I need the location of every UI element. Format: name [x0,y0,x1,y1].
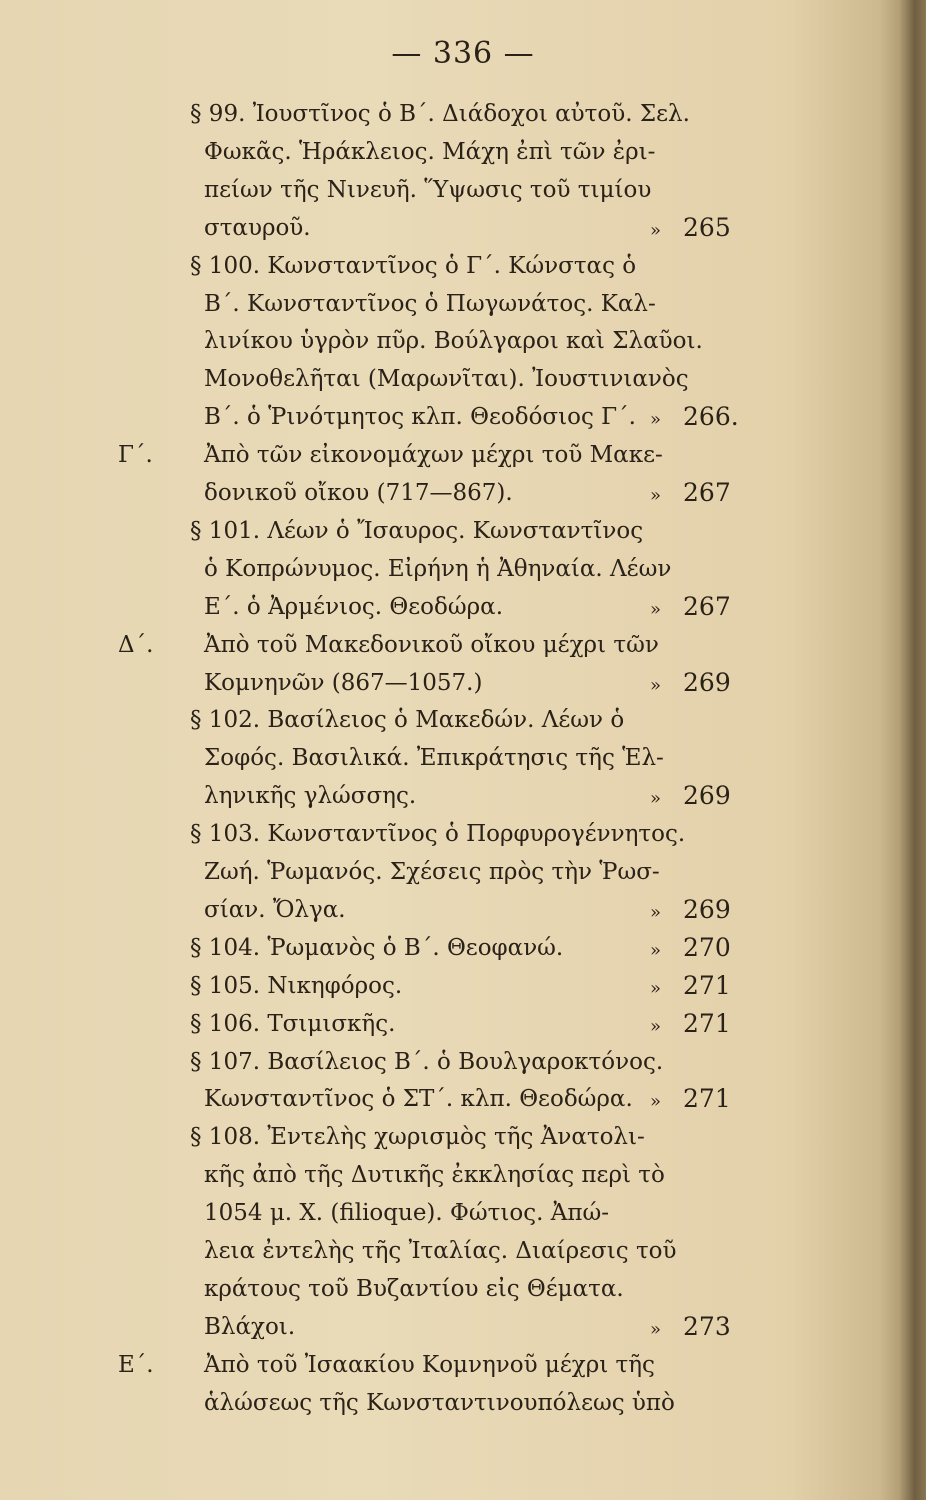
toc-line: Ἀπὸ τοῦ Μακεδονικοῦ οἴκου μέχρι τῶν [204,631,659,658]
page-reference [650,473,760,516]
page-reference [650,208,760,251]
page-ref-number: 269 [683,894,731,924]
page-reference [650,966,760,1009]
toc-line: § 103. Κωνσταντῖνος ὁ Πορφυρογέννητος. [190,821,686,848]
page-ref-number: 271 [683,1084,731,1114]
ditto-mark: » [650,901,662,923]
ditto-mark: » [650,598,662,620]
toc-line: Β΄. ὁ Ῥινότμητος κλπ. Θεοδόσιος Γ΄. [204,404,636,431]
page-reference [650,663,760,706]
toc-line: κῆς ἀπὸ τῆς Δυτικῆς ἐκκλησίας περὶ τὸ [204,1162,665,1189]
toc-line: σταυροῦ. [204,214,311,241]
ditto-mark: » [650,674,662,696]
page-reference [650,928,760,971]
toc-line: Β΄. Κωνσταντῖνος ὁ Πωγωνάτος. Καλ- [204,290,656,317]
toc-line: § 101. Λέων ὁ Ἴσαυρος. Κωνσταντῖνος [190,517,644,544]
toc-line: κράτους τοῦ Βυζαντίου εἰς Θέματα. [204,1275,624,1302]
toc-line: 1054 μ. Χ. (filioque). Φώτιος. Ἀπώ- [204,1200,609,1227]
toc-line: § 107. Βασίλειος Β΄. ὁ Βουλγαροκτόνος. [190,1048,664,1075]
toc-line: ὁ Κοπρώνυμος. Εἰρήνη ἡ Ἀθηναία. Λέων [204,555,672,582]
ditto-mark: » [650,219,662,241]
toc-line: § 108. Ἐντελὴς χωρισμὸς τῆς Ἀνατολι- [190,1124,645,1151]
chapter-marker: Γ΄. [118,442,153,469]
toc-line: Ἀπὸ τοῦ Ἰσαακίου Κομνηνοῦ μέχρι τῆς [204,1351,655,1378]
page-reference [650,397,760,440]
page-reference [650,1004,760,1047]
toc-line: Σοφός. Βασιλικά. Ἐπικράτησις τῆς Ἑλ- [204,745,664,772]
toc-line: Κομνηνῶν (867—1057.) [204,669,483,696]
ditto-mark: » [650,1318,662,1340]
page-reference [650,890,760,933]
ditto-mark: » [650,409,662,431]
toc-line: λινίκου ὑγρὸν πῦρ. Βούλγαροι καὶ Σλαῦοι. [204,328,703,355]
toc-line: § 106. Τσιμισκῆς. [190,1010,396,1037]
toc-line: § 104. Ῥωμανὸς ὁ Β΄. Θεοφανώ. [190,934,564,961]
ditto-mark: » [650,485,662,506]
toc-line: σίαν. Ὄλγα. [204,896,346,923]
ditto-mark: » [650,977,662,999]
page-reference [650,1079,760,1122]
page-ref-number: 265 [683,212,731,242]
toc-line: Ζωή. Ῥωμανός. Σχέσεις πρὸς τὴν Ῥωσ- [204,859,660,885]
page-gutter-shadow [898,0,926,1500]
toc-line: ἁλώσεως τῆς Κωνσταντινουπόλεως ὑπὸ [204,1389,675,1416]
toc-line: Φωκᾶς. Ἡράκλειος. Μάχη ἐπὶ τῶν ἐρι- [204,138,656,165]
toc-line: Ἀπὸ τῶν εἰκονομάχων μέχρι τοῦ Μακε- [204,442,663,469]
toc-line: Μονοθελῆται (Μαρωνῖται). Ἰουστινιανὸς [204,366,689,393]
ditto-mark: » [650,939,662,961]
toc-line: πείων τῆς Νινευῆ. Ὕψωσις τοῦ τιμίου [204,176,652,203]
chapter-marker: Δ΄. [118,631,154,658]
page-reference [650,587,760,630]
page-ref-number: 271 [683,1008,731,1038]
page-ref-number: 266. [683,402,739,432]
toc-line: Βλάχοι. [204,1313,296,1340]
page-ref-number: 273 [683,1311,731,1341]
page-ref-number: 267 [683,478,731,507]
ditto-mark: » [650,1091,662,1113]
toc-line: Ε΄. ὁ Ἀρμένιος. Θεοδώρα. [204,593,503,620]
page-reference [650,1307,760,1350]
page-ref-number: 269 [683,781,731,811]
toc-line: § 100. Κωνσταντῖνος ὁ Γ΄. Κώνστας ὁ [190,252,637,279]
page-number: — 336 — [391,36,535,71]
toc-line: § 99. Ἰουστῖνος ὁ Β΄. Διάδοχοι αὐτοῦ. Σελ. [190,101,690,127]
page-ref-number: 269 [683,667,731,697]
toc-line: § 102. Βασίλειος ὁ Μακεδών. Λέων ὁ [190,707,625,734]
toc-line: δονικοῦ οἴκου (717—867). [204,480,513,506]
chapter-marker: Ε΄. [118,1351,154,1378]
page-ref-number: 271 [683,970,731,1000]
toc-line: Κωνσταντῖνος ὁ ΣΤ΄. κλπ. Θεοδώρα. [204,1086,633,1113]
toc-line: § 105. Νικηφόρος. [190,972,403,999]
ditto-mark: » [650,788,662,810]
page-ref-number: 267 [683,591,731,621]
ditto-mark: » [650,1015,662,1037]
page-reference [650,776,760,819]
toc-line: ληνικῆς γλώσσης. [204,783,417,810]
page-ref-number: 270 [683,932,731,962]
toc-line: λεια ἐντελὴς τῆς Ἰταλίας. Διαίρεσις τοῦ [204,1238,677,1264]
